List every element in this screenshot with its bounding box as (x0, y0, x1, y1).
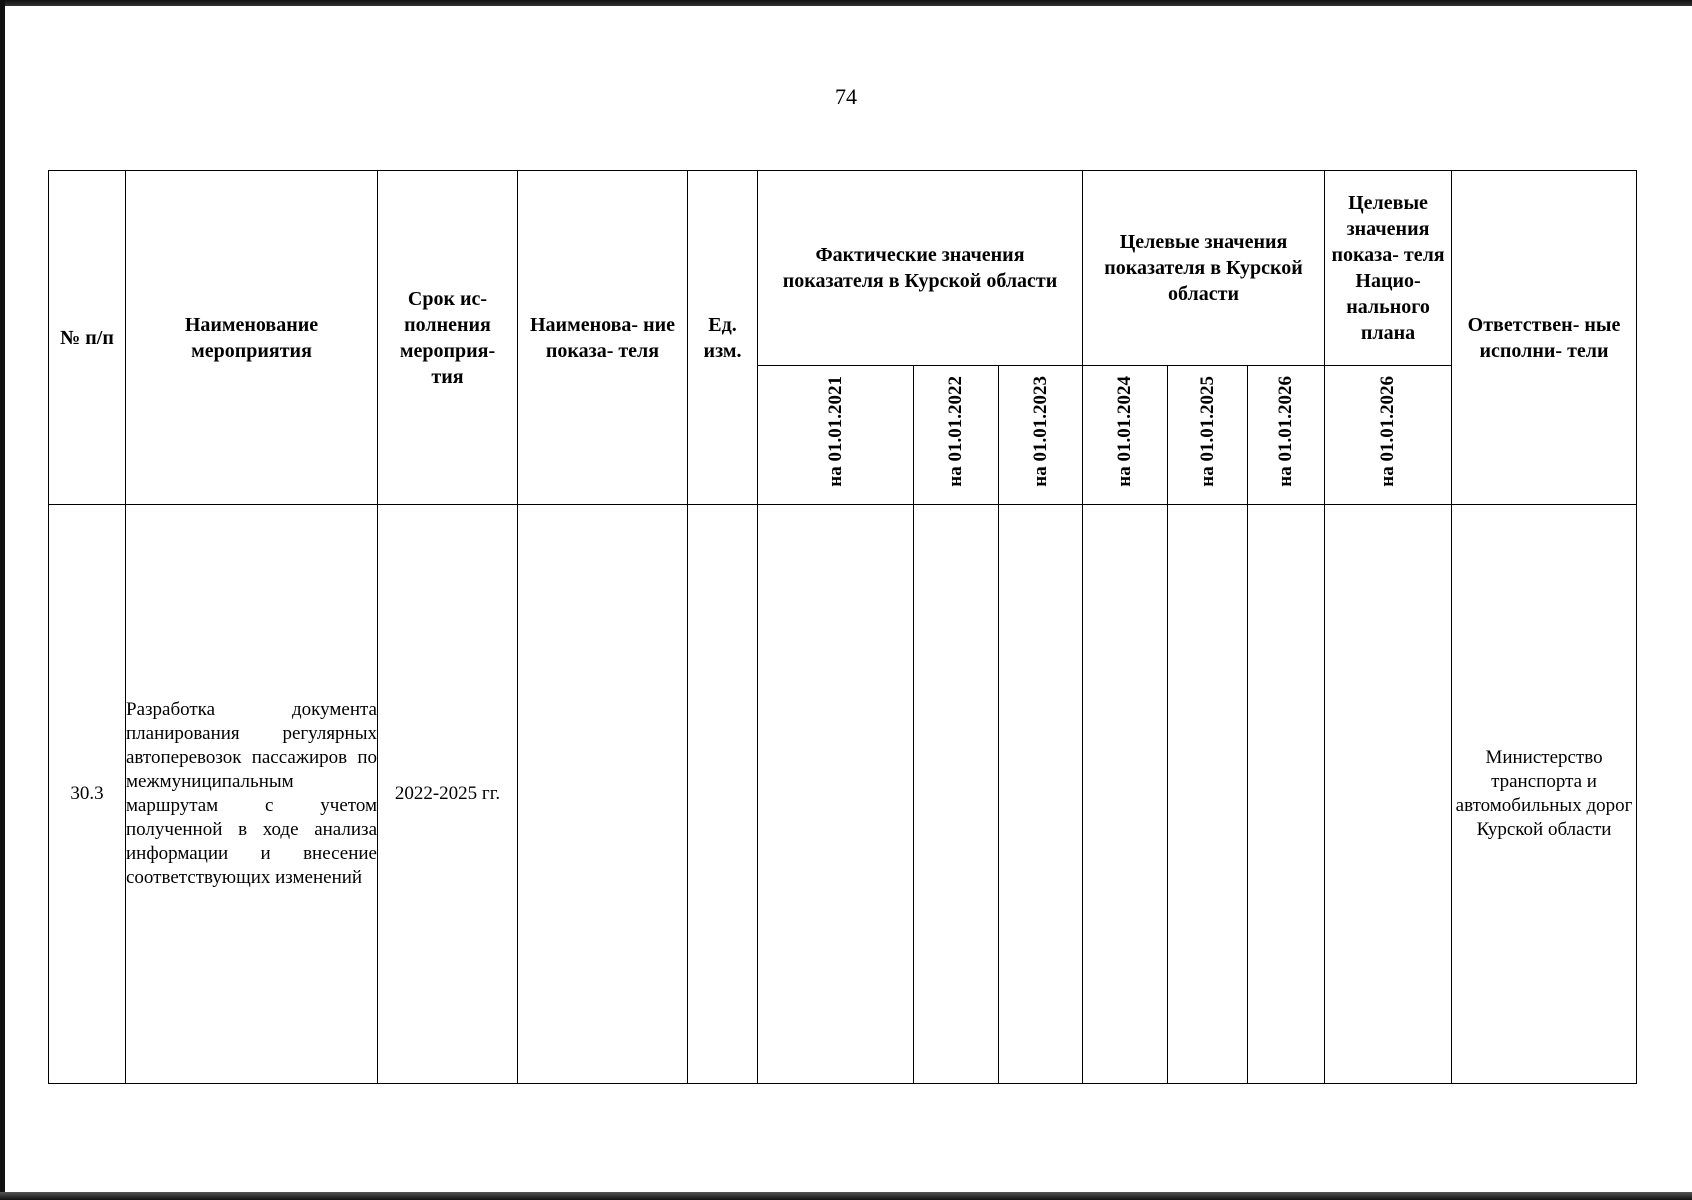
scan-border-left (0, 0, 5, 1200)
header-name (126, 171, 378, 505)
header-date-2022 (914, 366, 999, 505)
date-national-2026-label: на 01.01.2026 (1377, 376, 1399, 487)
row-responsible (1452, 505, 1637, 1084)
header-name-label: Наименование мероприятия (184, 313, 319, 362)
header-unit-label: Ед. изм. (703, 313, 742, 362)
row-value-2021 (758, 505, 914, 1084)
header-term-label: Срок ис- полнения мероприя- тия (399, 287, 496, 388)
header-date-national-2026 (1325, 366, 1452, 505)
header-national-group (1325, 171, 1452, 366)
scan-border-bottom (0, 1192, 1692, 1200)
row-value-2023 (999, 505, 1083, 1084)
row-name-text: Разработка документа планирования регулярных автоперевозок пассажиров по межмуниципальным маршрутам с учетом полученной в ходе анализа информации и внесение соответствующих изменений (126, 699, 377, 888)
row-unit (688, 505, 758, 1084)
header-actual-group-label: Фактические значения показателя в Курской области (782, 244, 1058, 292)
row-name (126, 505, 378, 1084)
scan-border-top (0, 0, 1692, 6)
date-2022-label: на 01.01.2022 (945, 376, 966, 487)
row-term-text: 2022-2025 гг. (394, 783, 501, 804)
header-date-2024 (1083, 366, 1168, 505)
page-number: 74 (835, 84, 857, 109)
row-term (378, 505, 518, 1084)
header-date-2025 (1168, 366, 1248, 505)
row-value-national-2026 (1325, 505, 1452, 1084)
header-national-group-label: Целевые значения показа- теля Нацио- нального плана (1331, 192, 1445, 344)
header-responsible (1452, 171, 1637, 505)
date-2026-label: на 01.01.2026 (1275, 376, 1297, 487)
header-date-2021 (758, 366, 914, 505)
header-indicator (518, 171, 688, 505)
header-date-2023 (999, 366, 1083, 505)
header-indicator-label: Наименова- ние показа- теля (530, 313, 675, 362)
row-num: 30.3 (49, 505, 126, 1084)
date-2025-label: на 01.01.2025 (1196, 376, 1218, 487)
header-responsible-label: Ответствен- ные исполни- тели (1467, 313, 1621, 362)
header-date-2026 (1248, 366, 1325, 505)
header-actual-group (758, 171, 1083, 366)
date-2023-label: на 01.01.2023 (1029, 376, 1051, 487)
date-2021-label: на 01.01.2021 (824, 376, 846, 487)
header-num (49, 171, 126, 505)
row-value-2025 (1168, 505, 1248, 1084)
header-target-group-label: Целевые значения показателя в Курской области (1104, 231, 1303, 305)
header-term (378, 171, 518, 505)
header-unit (688, 171, 758, 505)
header-row-top (49, 171, 1637, 366)
row-indicator (518, 505, 688, 1084)
row-value-2022 (914, 505, 999, 1084)
date-2024-label: на 01.01.2024 (1114, 376, 1136, 487)
header-target-group (1083, 171, 1325, 366)
header-num-label: № п/п (60, 326, 114, 349)
table-row (49, 505, 1637, 1084)
row-responsible-text: Министерство транспорта и автомобильных дорог Курской области (1455, 747, 1633, 840)
row-value-2024 (1083, 505, 1168, 1084)
row-value-2026 (1248, 505, 1325, 1084)
indicator-table (48, 170, 1637, 1084)
